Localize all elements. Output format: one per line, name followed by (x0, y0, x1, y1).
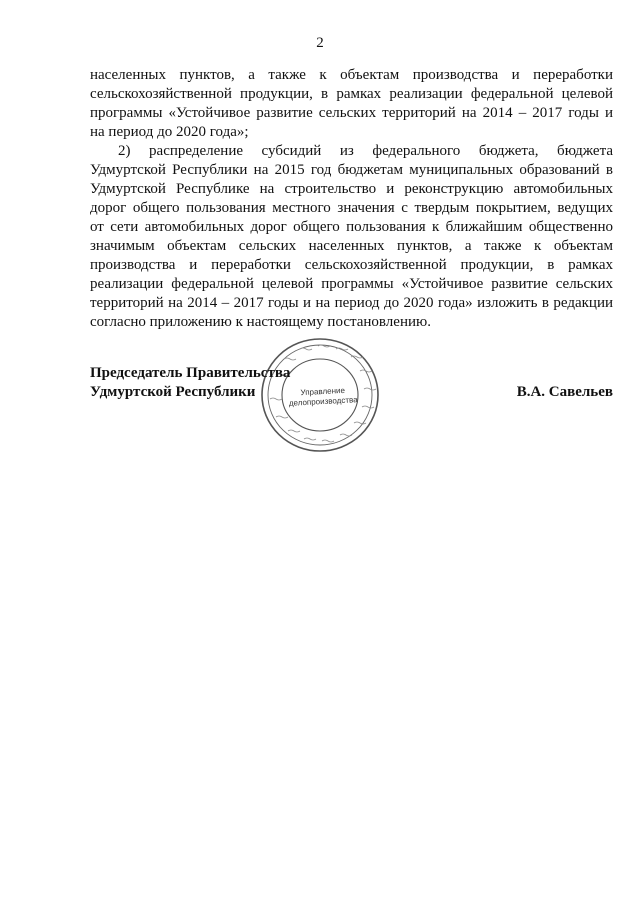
signatory-position (90, 364, 290, 402)
stamp-inner-text-line-2: делопроизводства (288, 395, 358, 408)
paragraph-1-line: сельскохозяйственной продукции, в рамках реализации федеральной целевой (90, 86, 613, 102)
paragraph-2-line: дорог общего пользования местного значения с твердым покрытием, ведущих (90, 200, 613, 216)
paragraph-1-line: на период до 2020 года»; (90, 124, 249, 140)
paragraph-1-line: населенных пунктов, а также к объектам производства и переработки (90, 67, 613, 83)
paragraph-2-line: территорий на 2014 – 2017 годы и на период до 2020 года» изложить в редакции (90, 295, 613, 311)
page-number: 2 (316, 35, 324, 51)
paragraph-2-line: 2) распределение субсидий из федерального бюджета, бюджета (118, 143, 613, 159)
signatory-position-line-2: Удмуртской Республики (90, 384, 256, 400)
paragraph-2-line: Удмуртской Республики на 2015 год бюджетам муниципальных образований в (90, 162, 613, 178)
paragraph-1-line: программы «Устойчивое развитие сельских территорий на 2014 – 2017 годы и (90, 105, 613, 121)
paragraph-2-line: значимым объектам сельских населенных пунктов, а также к объектам (90, 238, 613, 254)
stamp-inner-label (283, 385, 364, 409)
document-body (90, 66, 613, 332)
stamp-inner-text-line-1: Управление (300, 385, 346, 398)
paragraph-2-line: производства и переработки сельскохозяйственной продукции, в рамках (90, 257, 613, 273)
paragraph-2-line: реализации федеральной целевой программы «Устойчивое развитие сельских (90, 276, 613, 292)
paragraph-2-line: согласно приложению к настоящему постановлению. (90, 314, 431, 330)
signatory-position-line-1: Председатель Правительства (90, 365, 291, 381)
paragraph-2-line: Удмуртской Республике на строительство и реконструкцию автомобильных (90, 181, 613, 197)
signatory-name: В.А. Савельев (516, 384, 613, 400)
paragraph-2-line: от сети автомобильных дорог общего пользования к ближайшим общественно (90, 219, 613, 235)
